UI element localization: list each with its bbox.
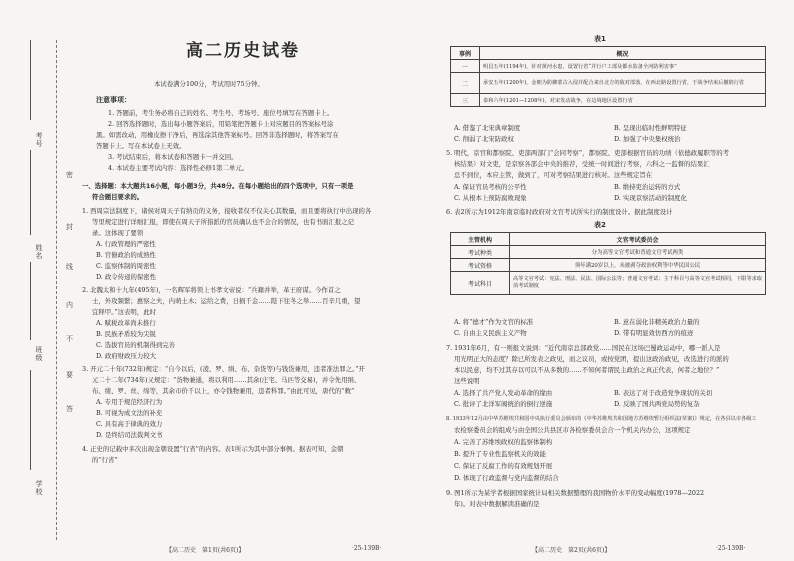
left-text-line: A. 行政管理的严密性 [96,240,156,248]
table-1-cell: 一 [451,60,480,73]
q6-option: B. 意在弱化非精英政治力量的 [614,318,700,326]
left-text-line: D. 政府财政压力较大 [96,352,157,360]
left-text-line: B. 可视为成文法的补充 [96,409,163,417]
table-2-cell: 考试种类 [451,246,510,259]
q7-stem: 用光明正大的态度？除已所发表之政见，而之议员，或按党团，提出这政治政见，改选进行的派的 [454,355,729,363]
table-2-header: 主管机构 [451,233,510,246]
left-text-line: 答题卡上。写在本试卷上无效。 [96,142,186,150]
q8-option: B. 提升了专业性监察机关的效能 [454,450,546,458]
seal-char: 要 [66,371,73,379]
q5-option: A. 保证官员考核的公平性 [454,183,527,191]
q5-stem: 总不到位，本应主管，做到了，可对考察结果进行核对。这些规定旨在 [454,171,653,179]
page-1-column [82,0,404,561]
table-1-cell: 明昌五年(1194年)，针对黄河水患，设置行省“并行户工部及都水监备全河防利害事” [480,60,766,73]
q7-stem: 本以民意，均不过其存以可以不从多数的……不知何者谓民主政治之真正代表，何者之地位？” [454,366,720,374]
left-text-line: A. 专用于规范经济行为 [96,398,163,406]
q7-option: D. 反映了国共两党局势的复杂 [614,400,700,408]
school-line [30,370,31,470]
table-2 [450,232,766,295]
left-text-line: 符合题目要求的。 [92,193,144,201]
exam-number-line [30,40,31,120]
exam-subtitle: 本试卷满分100分，考试用时75分钟。 [154,80,264,88]
seal-char: 线 [66,263,73,271]
page-2-footer: 【高二历史 第2页(共6页)】 [532,547,611,554]
left-text-line: 2. 北魏太和十九年(495年)，一名辉军将领上书孝文帝说：“兵籍并举，革王府谋。今作首之 [82,286,341,294]
seal-char: 答 [66,405,73,413]
left-text-line: 元二十二年(734年)又规定：“货物兼通，将以利用……其余(庄宅、马匹等交易)，并令先用绢、 [92,376,361,384]
left-text-line: 4. 正史的记载中多次出现金朝设置“行省”的内容。表1所示为其中部分事例。据表可知，金朝 [82,445,344,453]
margin-label-school: 学校 [35,480,43,496]
q5-option: C. 从根本上预防腐败现象 [454,194,527,202]
margin-label-exam-number: 考号 [35,132,43,148]
table-2-cell: 考试资格 [451,259,510,272]
q5-option: D. 实现京察活动的制度化 [614,194,687,202]
seal-char: 密 [66,171,73,179]
margin-label-name: 姓名 [35,244,43,260]
q4-option: C. 削弱了北宋防政权 [454,135,514,143]
table-1 [450,46,766,107]
q7-stem: 7. 1931年6月，有一则报文说到：“近代南京总部政党……国民在这场巴蜀政运动中，哪一派人是 [446,344,721,352]
q5-stem: 5. 明代，京官和都察院、吏部两部门“会同考察”，都察院、吏部根据官员的功绩（依德政履职等的考 [446,149,730,157]
left-text-line: 录。这体现了要领 [92,229,144,237]
q9-stem: 9. 图1所示为某学者根据国家统计局相关数据整理的我国物价水平的变动幅度(1978—2022 [446,489,705,497]
table-2-cell: 须年满20岁以上，未被剥夺政治权利等中华民国公民 [510,259,766,272]
table-1-header: 概况 [480,47,766,60]
left-text-line: 3. 考试结束后，将本试卷和答题卡一并交回。 [108,153,238,161]
page-2-code: ·25-139B· [716,545,746,552]
page-1-footer: 【高二历史 第1页(共6页)】 [166,547,245,554]
q6-option: A. 将“德才”作为文官的标准 [454,318,534,326]
exam-title: 高二历史试卷 [186,41,300,61]
q7-option: A. 选择了共产党人发动革命的缘由 [454,389,553,397]
table-1-cell: 泰和六年(1201—1208年)，对宋发动战争，在边境地区设置行省 [480,94,766,107]
q7-stem: 这些说明 [454,377,480,385]
table-2-cell: 高等文官考试：宪法、刑法、民法、国际公法等；普通文官考试：主干科目与高等文官考试相同，下限等求取消考试制度 [510,272,766,295]
table-2-cell: 分为高等文官考试和普通文官考试两类 [510,246,766,259]
q8-stem: 农检察委员会的组成与由全国公共县区市各检察委员会合一个机关内办公，这项规定 [454,426,691,434]
q9-stem: 年)。对表中数据解读准确的是 [454,500,540,508]
q8-option: A. 完善了苏维埃政权的监察体制构 [454,438,553,446]
left-text-line: D. 是终结司法裁判文书 [96,431,163,439]
q6-option: D. 带有明显效仿西方的痕迹 [614,329,694,337]
left-text-line: 4. 本试卷主要考试内容：选择性必修1第二单元。 [108,164,249,172]
name-line [30,150,31,235]
class-line [30,262,31,340]
q8-stem: 8. 1933年12月由中华苏维埃共和国中央执行委员会颁布的《中华苏维埃共和国地方苏维埃暂行组织法(草案)》规定，在各县以市各级工 [446,416,757,422]
left-text-line: 1. 西周宗法制度下，诸侯对周天子有纳贡的义务，接收者仅不仅关心其数量，而且要将执行中出现的各 [82,207,372,215]
table-1-header: 事例 [451,47,480,60]
left-text-line: 宜释甲。”这表明，此时 [92,308,156,316]
left-text-line: 1. 答题前，考生务必将自己的姓名、考生号、考场号、座位号填写在答题卡上。 [108,109,334,117]
left-text-line: C. 监察体制的周密性 [96,262,156,270]
seal-char: 内 [66,301,73,309]
table-1-caption: 表1 [594,35,606,43]
left-text-line: 一、选择题：本大题共16小题，每小题3分，共48分。在每小题给出的四个选项中，只有一项是 [82,182,354,190]
q6-option: C. 自由主义民族主义产物 [454,329,527,337]
left-text-line: 士，外攻频繁；惠察之夫，内萌土木；运给之费，日损千金……陛下往冬之举……百辛几重，望 [92,297,361,305]
binding-margin [0,0,78,561]
notice-heading: 注意事项： [96,96,131,104]
left-text-line: B. 民族矛盾较为尖锐 [96,330,156,338]
seal-dashed-line [56,40,57,540]
q4-option: B. 呈现出临时性鲜明特征 [614,124,687,132]
margin-label-class: 班级 [35,346,43,362]
q8-option: C. 保证了反腐工作的有效规划开展 [454,462,553,470]
q8-option: D. 体现了行政监督与党内监督的结合 [454,474,559,482]
left-text-line: A. 赋税改革尚未推行 [96,319,156,327]
left-text-line: 的“行省” [92,456,118,464]
left-text-line: C. 具有高于律典的效力 [96,420,163,428]
left-text-line: 布、绫、罗、丝、绵等，其余市价千以上，亦令钱物兼用，违者科罪。”由此可见，唐代的“敕” [92,387,355,395]
table-2-cell: 考试科目 [451,272,510,295]
q4-option: D. 加强了中央集权统治 [614,135,681,143]
left-text-line: 2. 回答选择题时，选出每小题答案后，用铅笔把答题卡上对应题目的答案标号涂 [108,120,334,128]
q4-option: A. 借鉴了北宋典章制度 [454,124,521,132]
seal-char: 封 [66,223,73,231]
left-text-line: D. 政令传递的保密性 [96,273,157,281]
page-1-code: ·25-139B· [352,545,382,552]
table-1-cell: 二 [451,73,480,94]
page-2-column [446,0,766,561]
q7-option: B. 表达了对于改造党争现状的关切 [614,389,713,397]
left-text-line: 3. 开元二十年(732年)规定：“自今以后，(凌、罗、绢、布、杂货等)与钱货兼用，违者准法罪之。”开 [82,365,365,373]
left-text-line: C. 选拔官员的机制得到完善 [96,341,176,349]
table-1-cell: 三 [451,94,480,107]
seal-char: 不 [66,335,73,343]
q5-option: B. 维持吏治运转的方式 [614,183,681,191]
q7-option: C. 批评了北洋军阀统治的倒行逆施 [454,400,553,408]
q6-stem: 6. 表2所示为1912年南京临时政府对文官考试所实行的制度设计。据此制度设计 [446,208,673,216]
table-1-cell: 承安五年(1200年)，金朝为防御蒙古入侵并配合来自北方的敌对部落，在西北路设置行省，于战争结束后撤销行省 [480,73,766,94]
q5-stem: 核结果）对文吏，是京察各部会中央的推荐，受统一时间进行考察，六科之一监督的结果汇 [454,160,710,168]
left-text-line: 黑。如需改动，用橡皮擦干净后，再选涂其他答案标号。回答非选择题时，将答案写在 [96,131,339,139]
left-text-line: B. 官僚政治的成熟性 [96,251,156,259]
left-text-line: 等里规定进行详细汇报，即使在周天子所指派的官员确认也不会合的情况，也有书面汇报之记 [92,218,355,226]
table-2-caption: 表2 [594,221,606,229]
table-2-header: 文官考试委员会 [510,233,766,246]
